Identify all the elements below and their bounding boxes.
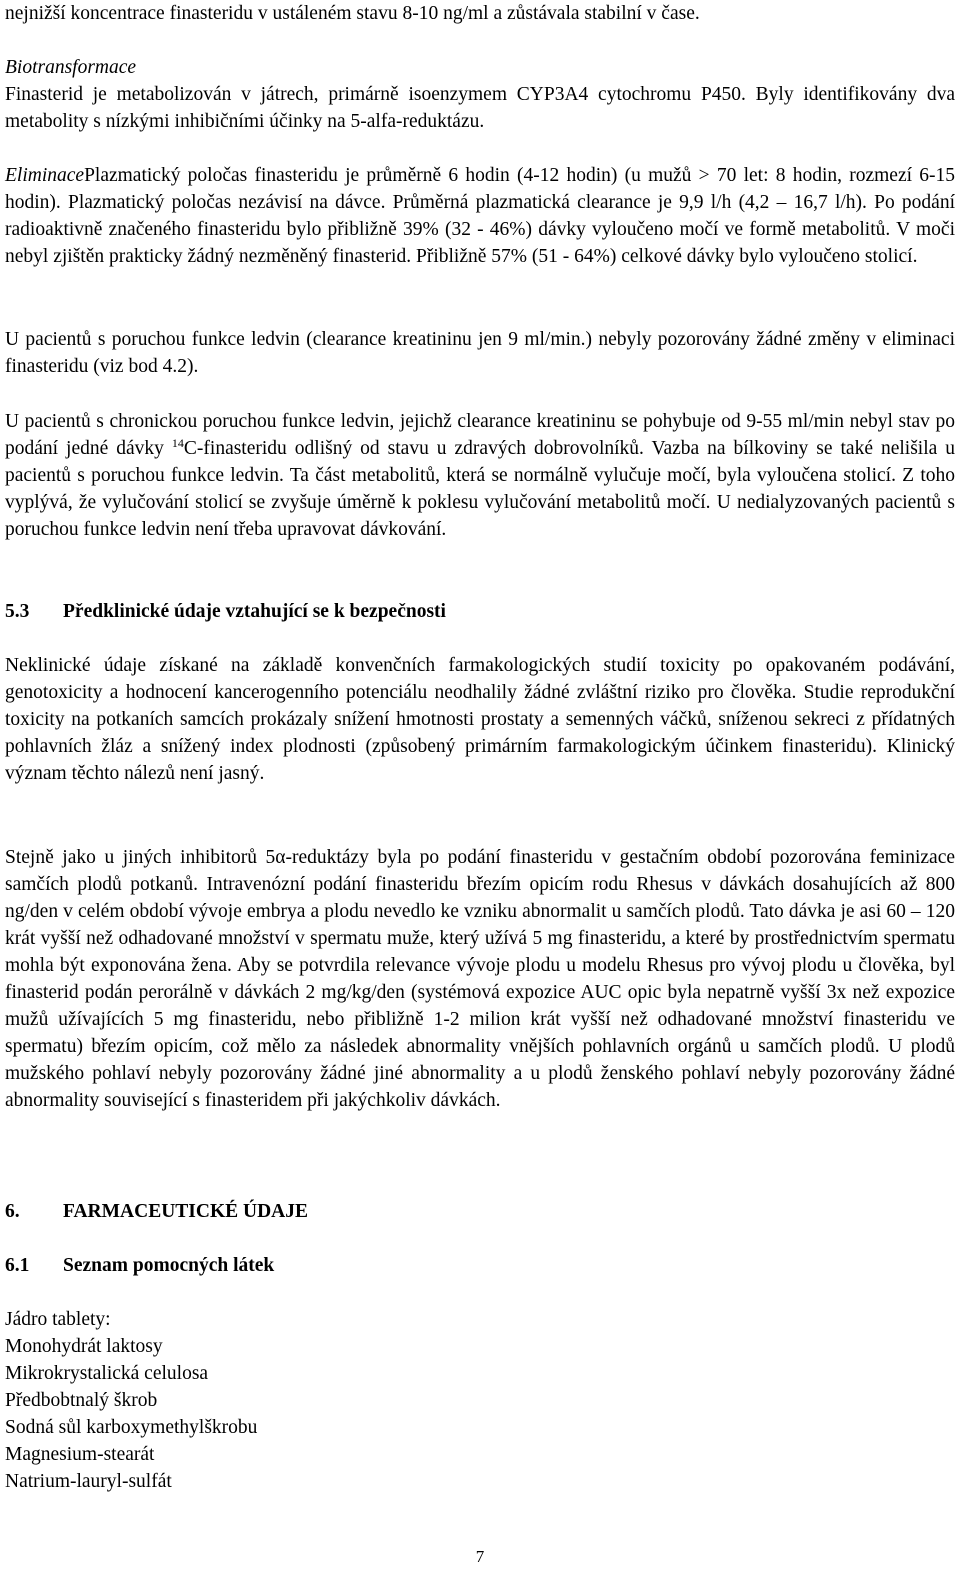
section-title: Předklinické údaje vztahující se k bezpečnosti bbox=[63, 601, 446, 622]
biotransformation-text: Finasterid je metabolizován v játrech, primárně isoenzymem CYP3A4 cytochromu P450. Byly identifikovány dva metabolity s nízkými inhibičními účinky na 5-alfa-reduktázu. bbox=[5, 84, 955, 132]
list-item: Magnesium-stearát bbox=[5, 1444, 155, 1465]
biotransformation-section bbox=[5, 54, 955, 135]
section-title: Seznam pomocných látek bbox=[63, 1255, 275, 1276]
list-item: Natrium-lauryl-sulfát bbox=[5, 1471, 172, 1492]
paragraph-chronic-renal bbox=[5, 408, 955, 543]
section-6-heading bbox=[5, 1198, 308, 1225]
section-number: 6. bbox=[5, 1201, 20, 1222]
elimination-text: Plazmatický poločas finasteridu je průměrně 6 hodin (4-12 hodin) (u mužů > 70 let: 8 hodin, rozmezí 6-15 hodin). Plazmatický poločas nezávisí na dávce. Průměrná plazmatická clearance je 9,9 l/h (4,2 – 16,7 l/h). Po podání radioaktivně značeného finasteridu bylo přibližně 39% (32 - 46%) dávky vyloučeno močí ve formě metabolitů. V moči nebyl zjištěn prakticky žádný nezměněný finasterid. Přibližně 57% (51 - 64%) celkové dávky bylo vyloučeno stolicí. bbox=[5, 165, 955, 267]
biotransformation-heading: Biotransformace bbox=[5, 57, 137, 78]
page-number: 7 bbox=[475, 1547, 485, 1566]
paragraph-renal-impairment: U pacientů s poruchou funkce ledvin (clearance kreatininu jen 9 ml/min.) nebyly pozorovány žádné změny v eliminaci finasteridu (viz bod 4.2). bbox=[5, 329, 955, 377]
paragraph-preclinical-2: Stejně jako u jiných inhibitorů 5α-reduktázy byla po podání finasteridu v gestačním období pozorována feminizace samčích plodů potkanů. Intravenózní podání finasteridu březím opicím rodu Rhesus v dávkách dosahujících až 800 ng/den v celém období vývoje embrya a plodu nevedlo ke vzniku abnormalit u samčích plodů. Tato dávka je asi 60 – 120 krát vyšší než odhadované množství v spermatu muže, který užívá 5 mg finasteridu, a které by prostřednictvím spermatu mohla být exponována žena. Aby se potvrdila relevance vývoje plodu u modelu Rhesus pro vývoj plodu u člověka, byl finasterid podán perorálně v dávkách 2 mg/kg/den (systémová expozice AUC opic byla nepatrně vyšší 3x než expozice mužů užívajících 5 mg finasteridu, nebo přibližně 1-2 milion krát vyšší než odhadované množství finasteridu ve spermatu) březím opicím, což mělo za následek abnormality vnějších pohlavních orgánů u samčích plodů. U plodů mužského pohlaví nebyly pozorovány žádné jiné abnormality a u plodů ženského pohlaví nebyly pozorovány žádné abnormality související s finasteridem při jakýchkoliv dávkách. bbox=[5, 847, 955, 1111]
elimination-paragraph bbox=[5, 162, 955, 270]
section-title: FARMACEUTICKÉ ÚDAJE bbox=[63, 1201, 309, 1222]
section-number: 6.1 bbox=[5, 1255, 30, 1276]
section-5-3-heading bbox=[5, 598, 446, 625]
renal-text-part1: U pacientů s chronickou poruchou funkce ledvin, jejichž clearance kreatininu se pohybuje od 9-55 ml/min nebyl stav po podání jedné dávky bbox=[5, 411, 955, 459]
isotope-superscript: 14 bbox=[171, 436, 184, 450]
paragraph-steady-state: nejnižší koncentrace finasteridu v ustáleném stavu 8-10 ng/ml a zůstávala stabilní v čase. bbox=[5, 3, 700, 24]
section-number: 5.3 bbox=[5, 601, 30, 622]
list-item: Předbobtnalý škrob bbox=[5, 1390, 158, 1411]
excipients-list bbox=[5, 1306, 955, 1495]
paragraph-preclinical-1: Neklinické údaje získané na základě konvenčních farmakologických studií toxicity po opakovaném podávání, genotoxicity a hodnocení kancerogenního potenciálu neodhalily žádné zvláštní riziko pro člověka. Studie reprodukční toxicity na potkaních samcích prokázaly snížení hmotnosti prostaty a semenných váčků, sníženou sekreci z přídatných pohlavních žláz a snížený index plodnosti (způsobený primárním farmakologickým účinkem finasteridu). Klinický význam těchto nálezů není jasný. bbox=[5, 655, 955, 784]
list-item: Monohydrát laktosy bbox=[5, 1336, 163, 1357]
section-6-1-heading bbox=[5, 1252, 274, 1279]
list-item: Mikrokrystalická celulosa bbox=[5, 1363, 209, 1384]
list-item: Sodná sůl karboxymethylškrobu bbox=[5, 1417, 258, 1438]
excipients-heading: Jádro tablety: bbox=[5, 1309, 111, 1330]
renal-text-part2: C-finasteridu odlišný od stavu u zdravých dobrovolníků. Vazba na bílkoviny se také nelišila u pacientů s poruchou funkce ledvin. Ta část metabolitů, která se normálně vylučuje močí, byla vyloučena stolicí. Z toho vyplývá, že vylučování stolicí se zvyšuje úměrně k poklesu vylučování metabolitů močí. U nedialyzovaných pacientů s poruchou funkce ledvin není třeba upravovat dávkování. bbox=[5, 438, 955, 540]
elimination-heading: Eliminace bbox=[5, 165, 85, 186]
